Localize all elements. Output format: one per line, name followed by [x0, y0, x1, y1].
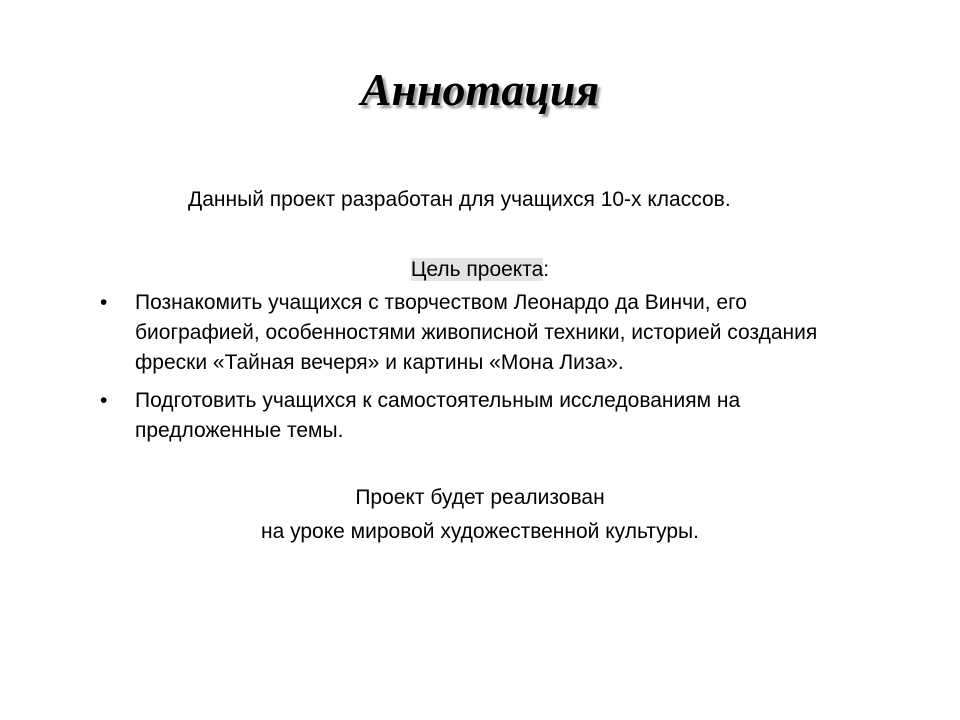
outro-line-2: на уроке мировой художественной культуры.	[261, 520, 699, 543]
slide-title: Аннотация	[360, 64, 600, 115]
bullet-icon: •	[100, 291, 108, 314]
bullet-icon: •	[100, 389, 108, 412]
outro	[0, 481, 960, 549]
goal-item-text: Подготовить учащихся к самостоятельным исследованиям на предложенные темы.	[135, 389, 741, 442]
intro-text: Данный проект разработан для учащихся 10-х классов.	[188, 188, 731, 211]
outro-line-1: Проект будет реализован	[355, 486, 605, 509]
goal-list	[100, 288, 860, 454]
goal-item-2	[100, 386, 860, 446]
goal-heading	[0, 256, 960, 284]
goal-heading-label: Цель проекта	[410, 258, 544, 281]
goal-item-text: Познакомить учащихся с творчеством Леонардо да Винчи, его биографией, особенностями живописной техники, историей создания фрески «Тайная вечеря» и картины «Мона Лиза».	[135, 291, 818, 374]
goal-heading-colon: :	[543, 258, 550, 281]
goal-item-1	[100, 288, 860, 378]
